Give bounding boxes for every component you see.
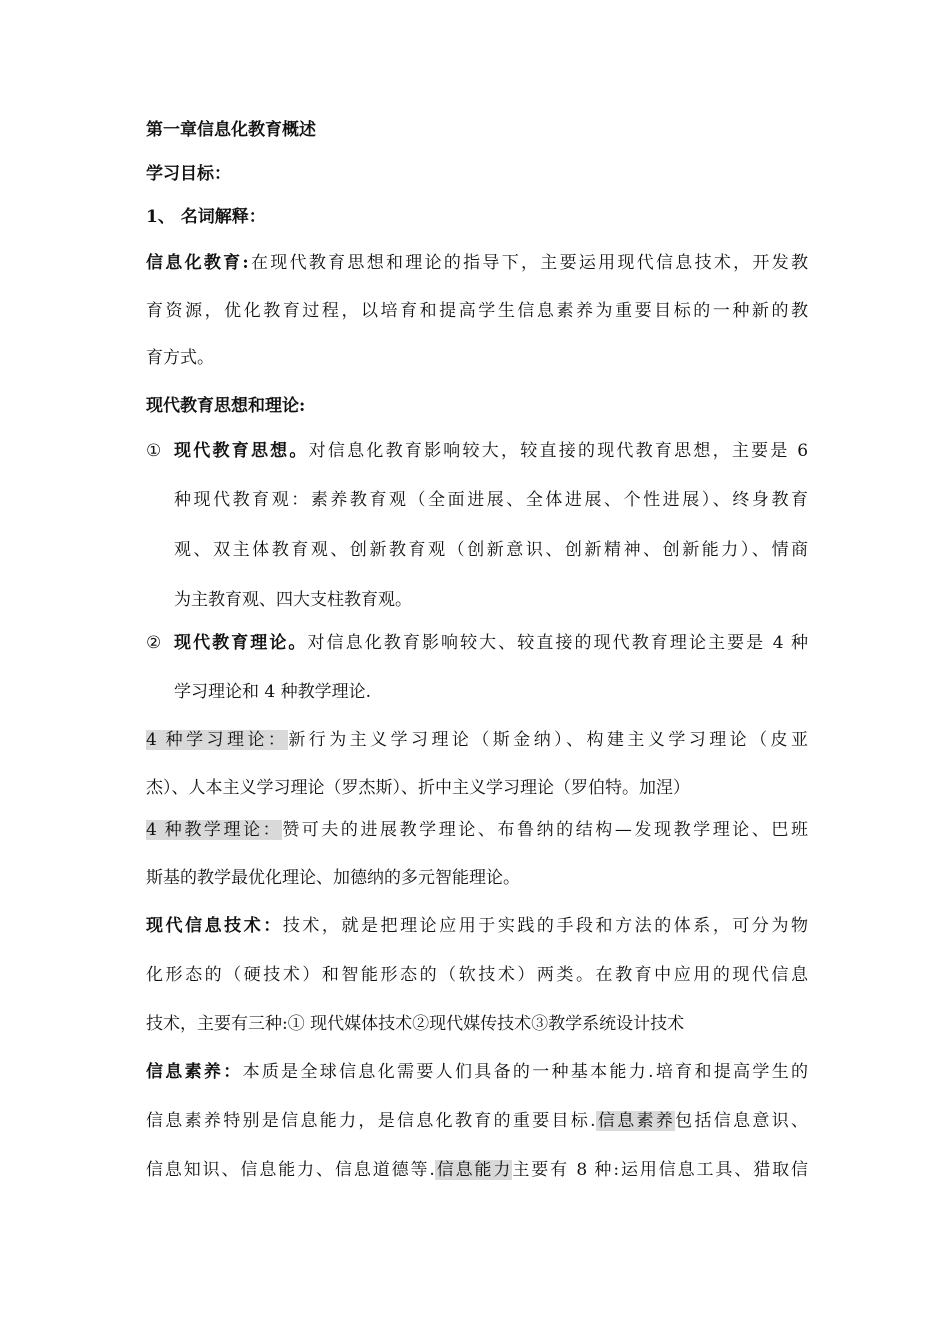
paragraph-xxsy-line2: 信息素养特别是信息能力，是信息化教育的重要目标.信息素养包括信息意识、 (146, 1111, 809, 1131)
paragraph-xdxxjs-line1: 现代信息技术：技术，就是把理论应用于实践的手段和方法的体系，可分为物 (146, 916, 809, 936)
paragraph-xxsy-line1: 信息素养：本质是全球信息化需要人们具备的一种基本能力.培育和提高学生的 (146, 1062, 809, 1082)
teaching-theories-line2: 斯基的教学最优化理论、加德纳的多元智能理论。 (146, 868, 520, 888)
paragraph-xxhjy-line1: 信息化教育:在现代教育思想和理论的指导下，主要运用现代信息技术，开发教 (146, 253, 809, 273)
term-information-literacy: 信息素养： (146, 1062, 243, 1082)
heading-modern-education: 现代教育思想和理论: (146, 396, 306, 416)
item1-line4: 为主教育观、四大支柱教育观。 (174, 590, 412, 610)
highlight-information-ability: 信息能力 (434, 1160, 513, 1180)
list-marker-1: ① (146, 441, 162, 461)
learning-theories-line1: 4 种学习理论：新行为主义学习理论（斯金纳）、构建主义学习理论（皮亚 (146, 730, 808, 750)
list-marker-2: ② (146, 633, 162, 653)
teaching-theories-line1: 4 种教学理论：赞可夫的进展教学理论、布鲁纳的结构—发现教学理论、巴班 (146, 820, 808, 840)
item1-line3: 观、双主体教育观、创新教育观（创新意识、创新精神、创新能力）、情商 (174, 540, 808, 560)
paragraph-xdxxjs-line3: 技术，主要有三种:① 现代媒体技术②现代媒传技术③教学系统设计技术 (146, 1014, 685, 1034)
item2-line1: 现代教育理论。对信息化教育影响较大、较直接的现代教育理论主要是 4 种 (174, 633, 809, 653)
learning-theories-line2: 杰）、人本主义学习理论（罗杰斯）、折中主义学习理论（罗伯特。加涅） (146, 778, 690, 798)
term-modern-it: 现代信息技术： (146, 916, 283, 936)
highlight-information-literacy: 信息素养 (595, 1111, 676, 1131)
term-xxhjy: 信息化教育: (146, 253, 249, 273)
label-learning-theories: 4 种学习理论： (146, 730, 289, 750)
section-heading-terms: 1、 名词解释： (146, 207, 266, 227)
label-teaching-theories: 4 种教学理论： (146, 820, 283, 840)
paragraph-xxhjy-line3: 育方式。 (146, 348, 214, 368)
item2-line2: 学习理论和 4 种教学理论. (174, 682, 372, 702)
chapter-title: 第一章信息化教育概述 (146, 120, 316, 140)
paragraph-xxhjy-line2: 育资源，优化教育过程，以培育和提高学生信息素养为重要目标的一种新的教 (146, 301, 808, 321)
item1-line2: 种现代教育观：素养教育观（全面进展、全体进展、个性进展）、终身教育 (174, 490, 808, 510)
paragraph-xdxxjs-line2: 化形态的（硬技术）和智能形态的（软技术）两类。在教育中应用的现代信息 (146, 965, 808, 985)
term-modern-education-theory: 现代教育理论。 (174, 633, 308, 653)
learning-goals-heading: 学习目标： (146, 164, 231, 184)
paragraph-xxsy-line3: 信息知识、信息能力、信息道德等.信息能力主要有 8 种:运用信息工具、猎取信 (146, 1160, 809, 1180)
term-modern-education-thought: 现代教育思想。 (174, 441, 309, 461)
item1-line1: 现代教育思想。对信息化教育影响较大，较直接的现代教育思想，主要是 6 (174, 441, 809, 461)
